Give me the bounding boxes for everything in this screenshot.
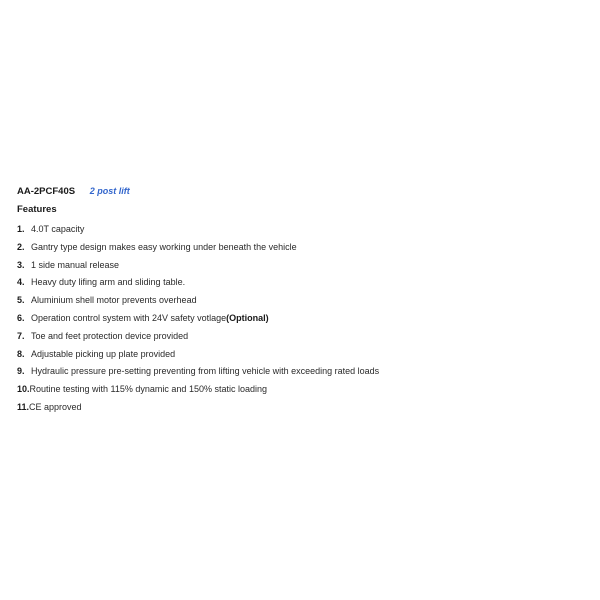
product-description [17,184,587,417]
feature-item [17,257,587,275]
feature-number: 4. [17,277,25,288]
feature-number: 7. [17,330,25,341]
feature-text: Routine testing with 115% dynamic and 150% static loading [29,384,267,395]
feature-number: 3. [17,259,25,270]
feature-text: Hydraulic pressure pre-setting preventing from lifting vehicle with exceeding rated loads [31,366,380,377]
feature-item [17,346,587,364]
feature-item [17,381,587,399]
product-type: 2 post lift [89,186,130,196]
feature-number: 2. [17,241,25,252]
product-title-row [17,184,587,198]
feature-number: 9. [17,366,25,377]
feature-number: 5. [17,295,25,306]
feature-item [17,221,587,239]
feature-text: 4.0T capacity [31,224,85,234]
feature-item [17,399,587,417]
feature-text: 1 side manual release [31,259,120,270]
feature-text: CE approved [29,401,82,412]
product-model: AA-2PCF40S [17,186,76,197]
feature-list [17,221,587,417]
feature-item [17,239,587,257]
feature-item [17,310,587,328]
feature-item [17,274,587,292]
feature-item [17,328,587,346]
feature-optional-note: (Optional) [226,312,269,323]
features-heading: Features [17,204,57,215]
feature-text: Heavy duty lifing arm and sliding table. [31,277,186,288]
feature-text: Aluminium shell motor prevents overhead [31,295,197,306]
feature-number: 8. [17,348,25,359]
feature-text: Toe and feet protection device provided [31,330,189,341]
feature-item [17,292,587,310]
feature-number: 6. [17,312,25,323]
feature-text: Gantry type design makes easy working under beneath the vehicle [31,241,297,252]
feature-number: 10. [17,384,30,395]
feature-text: Adjustable picking up plate provided [31,348,176,359]
feature-number: 1. [17,224,25,234]
feature-item [17,363,587,381]
feature-text: Operation control system with 24V safety votlage [31,312,227,323]
feature-number: 11. [17,401,30,412]
